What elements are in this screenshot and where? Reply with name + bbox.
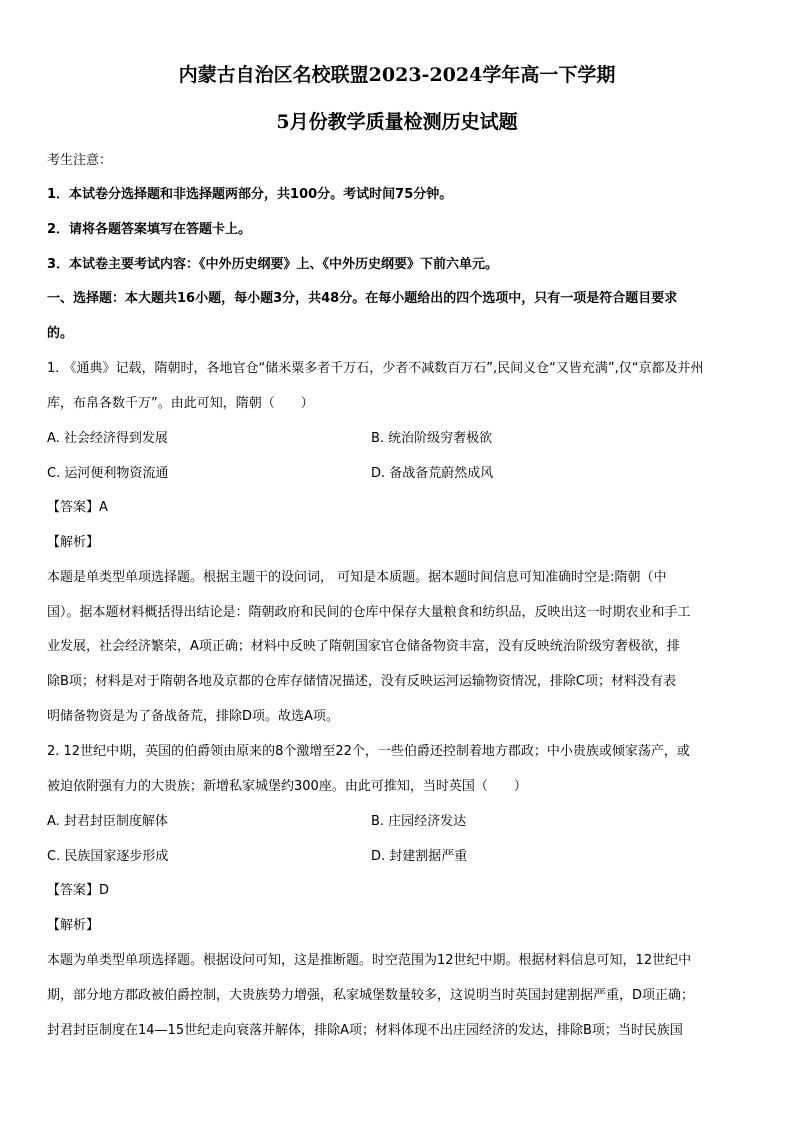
question-2-analysis-label: 【解析】 (47, 918, 100, 933)
question-2-answer: 【答案】D (47, 883, 110, 898)
question-2-option-b: B. 庄园经济发达 (371, 814, 467, 829)
exam-title-line1: 内蒙古自治区名校联盟2023-2024学年高一下学期 (178, 64, 616, 86)
question-2-stem-line1: 2. 12世纪中期，英国的伯爵领由原来的8个激增至22个，一些伯爵还控制着地方郡政；中小贵族或倾家荡产，或 (47, 744, 690, 759)
question-1-answer: 【答案】A (47, 500, 108, 515)
question-1-option-a: A. 社会经济得到发展 (47, 431, 168, 446)
section-heading-line2: 的。 (47, 326, 74, 341)
question-1-analysis-line1: 本题是单类型单项选择题。根据主题干的设问词， 可知是本质题。据本题时间信息可知准确时空是:隋朝（中 (47, 570, 667, 585)
question-1-stem-line2: 库，布帛各数千万”。由此可知，隋朝（ ） (47, 396, 314, 411)
exam-title-line2: 5月份教学质量检测历史试题 (276, 111, 518, 133)
notice-item-3: 3．本试卷主要考试内容：《中外历史纲要》上、《中外历史纲要》下前六单元。 (47, 257, 499, 272)
question-2-analysis-line1: 本题为单类型单项选择题。根据设问可知，这是推断题。时空范围为12世纪中期。根据材料信息可知，12世纪中 (47, 953, 692, 968)
question-2-option-c: C. 民族国家逐步形成 (47, 849, 169, 864)
notice-item-1: 1．本试卷分选择题和非选择题两部分，共100分。考试时间75分钟。 (47, 187, 453, 202)
question-1-analysis-label: 【解析】 (47, 535, 100, 550)
question-1-analysis-line2: 国）。据本题材料概括得出结论是：隋朝政府和民间的仓库中保存大量粮食和纺织品，反映出这一时期农业和手工 (47, 605, 691, 620)
question-1-stem-line1: 1. 《通典》记载，隋朝时，各地官仓“储米粟多者千万石，少者不减数百万石”,民间义仓“又皆充满”,仅“京都及并州 (47, 361, 704, 376)
section-heading-line1: 一、选择题：本大题共16小题，每小题3分，共48分。在每小题给出的四个选项中，只有一项是符合题目要求 (47, 291, 678, 306)
notice-heading: 考生注意： (47, 153, 113, 168)
question-1-analysis-line3: 业发展，社会经济繁荣，A项正确；材料中反映了隋朝国家官仓储备物资丰富，没有反映统治阶级穷奢极欲，排 (47, 639, 680, 654)
question-1-option-c: C. 运河便利物资流通 (47, 466, 169, 481)
question-2-option-a: A. 封君封臣制度解体 (47, 814, 168, 829)
question-1-option-d: D. 备战备荒蔚然成风 (371, 466, 494, 481)
question-1-analysis-line5: 明储备物资是为了备战备荒，排除D项。故选A项。 (47, 709, 339, 724)
question-2-analysis-line2: 期，部分地方郡政被伯爵控制，大贵族势力增强，私家城堡数量较多，这说明当时英国封建割据严重，D项正确； (47, 988, 695, 1003)
question-2-stem-line2: 被迫依附强有力的大贵族；新增私家城堡约300座。由此可推知，当时英国（ ） (47, 779, 527, 794)
question-2-analysis-line3: 封君封臣制度在14—15世纪走向衰落并解体，排除A项；材料体现不出庄园经济的发达，排除B项；当时民族国 (47, 1023, 683, 1038)
question-2-option-d: D. 封建割据严重 (371, 849, 468, 864)
question-1-option-b: B. 统治阶级穷奢极欲 (371, 431, 493, 446)
question-1-analysis-line4: 除B项；材料是对于隋朝各地及京都的仓库存储情况描述，没有反映运河运输物资情况，排除C项；材料没有表 (47, 674, 676, 689)
notice-item-2: 2．请将各题答案填写在答题卡上。 (47, 222, 252, 237)
